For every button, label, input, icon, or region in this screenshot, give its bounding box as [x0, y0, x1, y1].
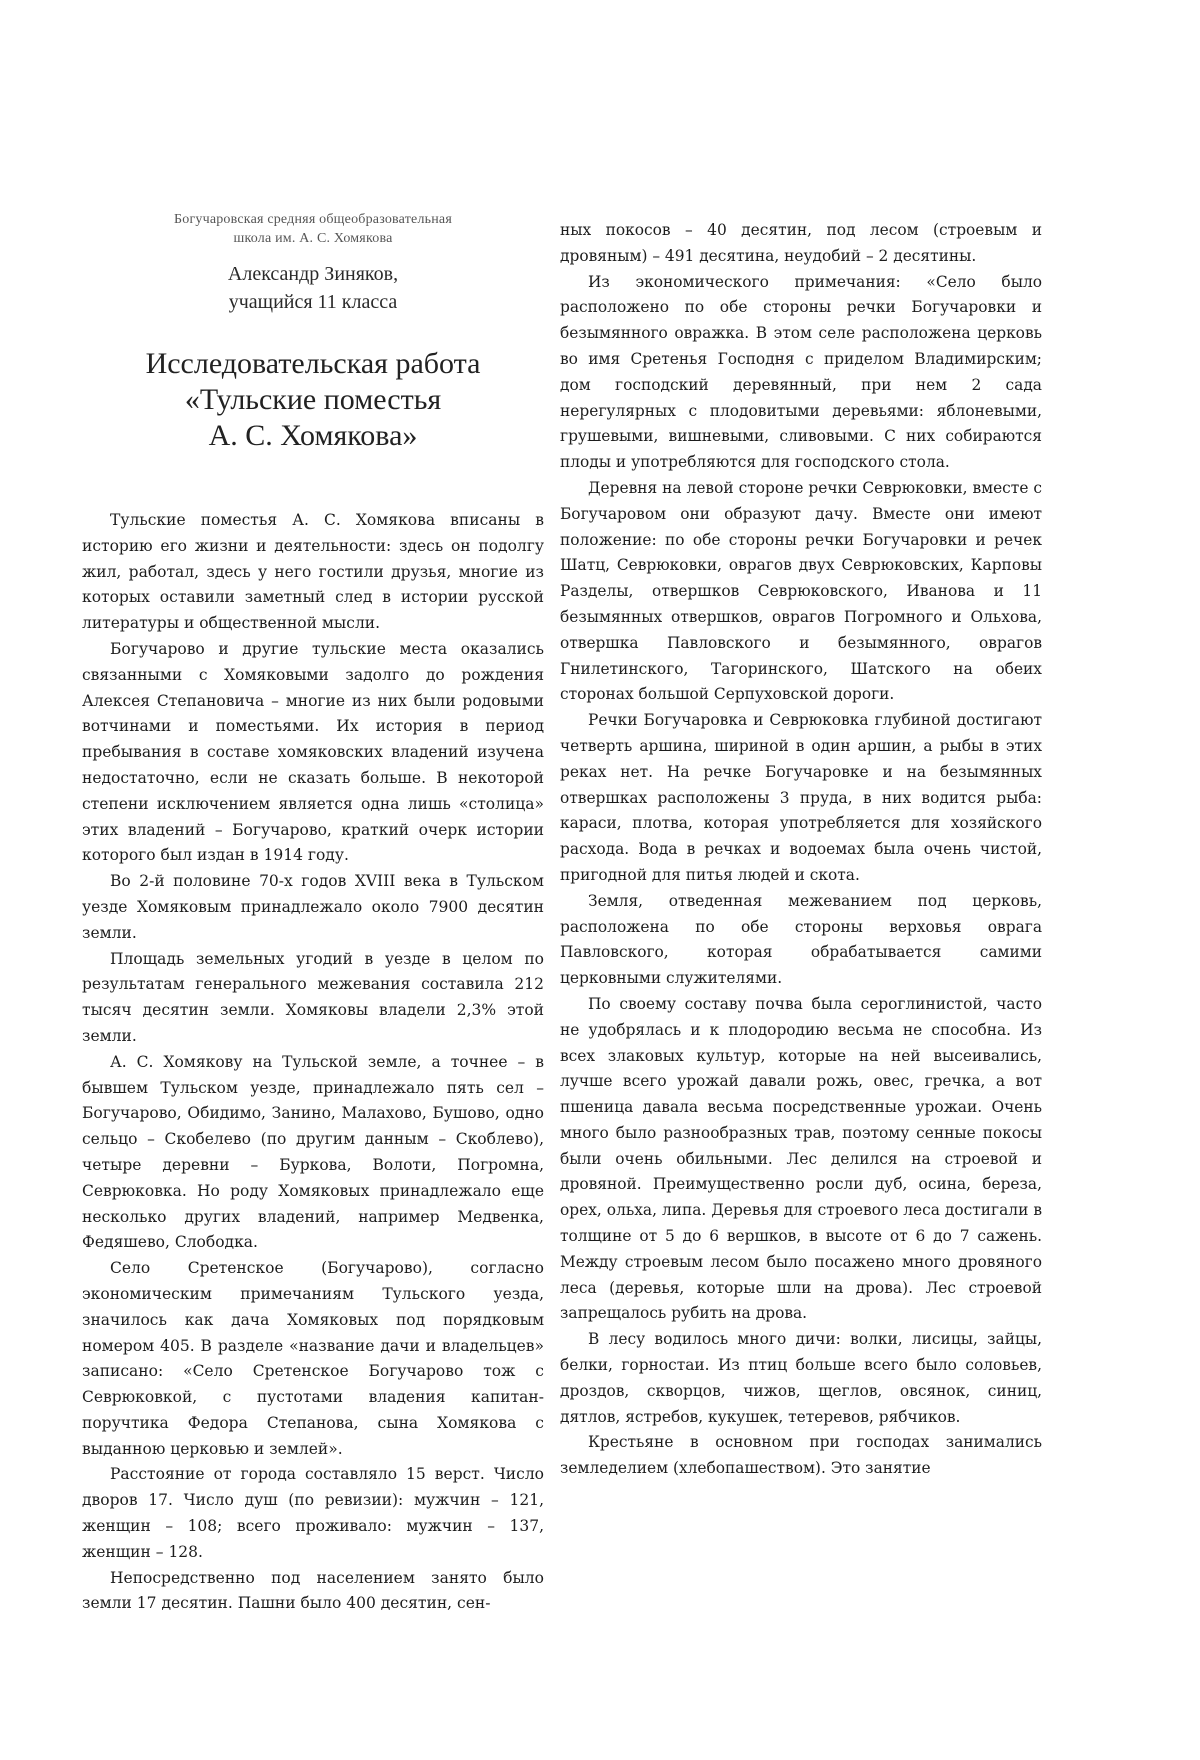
paragraph: Площадь земельных угодий в уезде в целом по результатам генерального межевания составила 212 тысяч десятин земли. Хомяковы владели 2,3% этой земли. [82, 949, 544, 1045]
paragraph: Речки Богучаровка и Севрюковка глубиной достигают четверть аршина, шириной в один аршин, а рыбы в этих реках нет. На речке Богучаровке и на безымянных отвершках расположены 3 пруда, в них водится рыба: караси, плотва, которая употребляется для хозяйского расхода. Вода в речках и водоемах была очень чистой, пригодной для питья людей и скота. [560, 711, 1042, 884]
paragraph: По своему составу почва была сероглинистой, часто не удобрялась и к плодородию весьма не способна. Из всех злаковых культур, которые на ней высеивались, лучше всего урожай давали рожь, овес, гречка, а вот пшеница давала весьма посредственные урожаи. Очень много было разнообразных трав, поэтому сенные покосы были очень обильными. Лес делился на строевой и дровяной. Преимущественно росли дуб, осина, береза, орех, ольха, липа. Деревья для строевого леса достигали в толщине от 5 до 6 вершков, в высоте от 6 до 7 сажень. Между строевым лесом было посажено много дровяного леса (деревья, которые шли на дрова). Лес строевой запрещалось рубить на дрова. [560, 994, 1042, 1323]
paragraph: Во 2-й половине 70-х годов XVIII века в Тульском уезде Хомяковым принадлежало около 7900 десятин земли. [82, 872, 544, 942]
right-column [560, 218, 1042, 1482]
article-title [82, 346, 544, 454]
paragraph: Крестьяне в основном при господах занимались земледелием (хлебопашеством). Это занятие [560, 1433, 1042, 1478]
paragraph: Село Сретенское (Богучарово), согласно экономическим примечаниям Тульского уезда, значилось как дача Хомяковых под порядковым номером 405. В разделе «название дачи и владельцев» записано: «Село Сретенское Богучарово тож с Севрюковкой, с пустотами владения капитан-поручтика Федора Степанова, сына Хомякова с выданною церковью и землей». [82, 1259, 544, 1458]
title-line: А. С. Хомякова» [208, 419, 418, 452]
paragraph: А. С. Хомякову на Тульской земле, а точнее – в бывшем Тульском уезде, принадлежало пять сел – Богучарово, Обидимо, Занино, Малахово, Бушово, одно сельцо – Скобелево (по другим данным – Скоблево), четыре деревни – Буркова, Волоти, Погромна, Севрюковка. Но роду Хомяковых принадлежало еще несколько других владений, например Медвенка, Федяшево, Слободка. [82, 1052, 544, 1252]
author-line: Александр Зиняков, [227, 263, 399, 285]
paragraph: Богучарово и другие тульские места оказались связанными с Хомяковыми задолго до рождения Алексея Степановича – многие из них были родовыми вотчинами и поместьями. Их история в период пребывания в составе хомяковских владений изучена недостаточно, если не сказать больше. В некоторой степени исключением является одна лишь «столица» этих владений – Богучарово, краткий очерк истории которого был издан в 1914 году. [82, 639, 544, 865]
title-line: Исследовательская работа [145, 347, 481, 380]
author-name [82, 260, 544, 316]
paragraph: Непосредственно под населением занято было земли 17 десятин. Пашни было 400 десятин, сен- [82, 1568, 544, 1613]
author-line: учащийся 11 класса [228, 291, 398, 313]
affiliation-line: Богучаровская средняя общеобразовательная [174, 212, 452, 227]
paragraph: Земля, отведенная межеванием под церковь, расположена по обе стороны верховья оврага Павловского, которая обрабатывается самими церковными служителями. [560, 891, 1042, 988]
left-column [82, 210, 544, 1617]
paragraph: Тульские поместья А. С. Хомякова вписаны в историю его жизни и деятельности: здесь он подолгу жил, работал, здесь у него гостили друзья, многие из которых оставили заметный след в истории русской литературы и общественной мысли. [82, 511, 544, 633]
paragraph: Расстояние от города составляло 15 верст. Число дворов 17. Число душ (по ревизии): мужчин – 121, женщин – 108; всего проживало: мужчин – 137, женщин – 128. [82, 1465, 544, 1561]
paragraph: В лесу водилось много дичи: волки, лисицы, зайцы, белки, горностаи. Из птиц больше всего было соловьев, дроздов, скворцов, чижов, щеглов, овсянок, синиц, дятлов, ястребов, кукушек, тетеревов, рябчиков. [560, 1330, 1042, 1426]
paragraph: Деревня на левой стороне речки Севрюковки, вместе с Богучаровом они образуют дачу. Вместе они имеют положение: по обе стороны речки Богучаровки и речек Шатц, Севрюковки, оврагов двух Севрюковских, Карповы Разделы, отвершков Севрюковского, Иванова и 11 безымянных отвершков, оврагов Погромного и Ольхова, отвершка Павловского и безымянного, оврагов Гнилетинского, Тагоринского, Шатского на обеих сторонах большой Серпуховской дороги. [560, 478, 1042, 704]
paragraph: Из экономического примечания: «Село было расположено по обе стороны речки Богучаровки и безымянного овражка. В этом селе расположена церковь во имя Сретенья Господня с приделом Владимирским; дом господский деревянный, при нем 2 сада нерегулярных с плодовитыми деревьями: яблоневыми, грушевыми, вишневыми, сливовыми. С них собираются плоды и употребляются для господского стола. [560, 272, 1042, 472]
author-affiliation [82, 210, 544, 248]
paragraph-continued: ных покосов – 40 десятин, под лесом (строевым и дровяным) – 491 десятина, неудобий – 2 десятины. [560, 221, 1042, 265]
title-line: «Тульские поместья [184, 383, 442, 416]
affiliation-line: школа им. А. С. Хомякова [233, 231, 393, 246]
